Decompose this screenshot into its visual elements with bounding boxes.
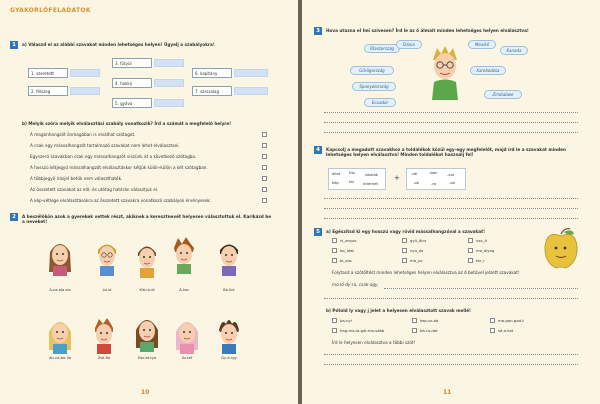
task3-instruction: Hova utazna el Imi szívesen? Írd le az ő álmait minden lehetséges helyen elválasztva!	[326, 28, 529, 33]
task-number-1: 1	[10, 41, 18, 49]
hyphen-word: kep-sz-ab	[420, 318, 439, 323]
answer-box[interactable]	[154, 79, 184, 87]
task-number-2: 2	[10, 213, 18, 221]
girl-portrait	[135, 314, 159, 352]
answer-box[interactable]	[154, 99, 184, 107]
kid-name[interactable]: Jul-ia	[102, 288, 112, 292]
rule-text: Egyszerű szavakban csak egy mássalhangzót viszünk át a következő szótagba.	[30, 154, 197, 159]
hyphen-word: bá-ra-dat	[420, 328, 438, 333]
answer-line[interactable]	[324, 198, 578, 199]
page-number: 11	[443, 389, 452, 396]
answer-box[interactable]	[70, 69, 100, 77]
hyphen-word: hag-ma-la-gál-ma-sább	[340, 328, 385, 333]
hyphen-word: ba-nyi	[340, 318, 352, 323]
answer-box[interactable]	[234, 69, 268, 77]
page-number: 10	[141, 389, 150, 396]
destination-cloud: Görögország	[350, 66, 394, 75]
answer-line[interactable]	[324, 112, 578, 113]
page-title: GYAKORLÓFELADATOK	[10, 7, 91, 14]
answer-line[interactable]	[384, 288, 578, 289]
answer-line[interactable]	[324, 298, 578, 299]
kid-name[interactable]: Gy-ö-rgy	[221, 356, 237, 360]
gap-word: gyü_ölcs	[410, 238, 427, 243]
answer-checkbox[interactable]	[412, 318, 417, 323]
kid-name[interactable]: Sz-tef	[181, 356, 193, 360]
suffix-item: -val	[447, 172, 454, 177]
suffix-item: -ok	[413, 180, 419, 185]
gap-word: nyú_ás	[410, 248, 424, 253]
word-box: 4. hokkij	[112, 78, 152, 88]
rule-text: A hosszú kétjegyű mássalhangzót elválasztáskor kétjük külön-külön a két szótagban.	[30, 165, 208, 170]
task-number-5: 5	[314, 228, 322, 236]
destination-cloud: Ecuador	[364, 98, 396, 107]
right-page	[302, 0, 600, 404]
destination-cloud: Kambodzsa	[470, 66, 506, 75]
rule-checkbox[interactable]	[262, 143, 267, 148]
suffix-panel	[406, 168, 466, 190]
answer-checkbox[interactable]	[332, 318, 337, 323]
word-box: 6. kapitány	[192, 68, 232, 78]
answer-checkbox[interactable]	[332, 258, 337, 263]
word-item: tűz	[349, 170, 355, 175]
answer-checkbox[interactable]	[402, 248, 407, 253]
answer-checkbox[interactable]	[468, 258, 473, 263]
hyphen-word: sé-a-kat	[498, 328, 514, 333]
word-box: 5. gyáva	[112, 98, 152, 108]
destination-cloud: Zimbabwe	[484, 90, 522, 99]
answer-checkbox[interactable]	[402, 238, 407, 243]
task1-b-instruction: b) Melyik szóra melyik elválasztási szabály vonatkozik? Írd a számát a megfelelő helyre!	[22, 121, 232, 126]
answer-checkbox[interactable]	[490, 318, 495, 323]
gap-word: mo_yo	[410, 258, 423, 263]
destination-cloud: Mexikó	[468, 40, 496, 49]
answer-line[interactable]	[324, 354, 578, 355]
girl-portrait	[175, 316, 199, 354]
rule-checkbox[interactable]	[262, 154, 267, 159]
destination-cloud: Dánia	[396, 40, 422, 49]
suffix-item: -ban	[429, 170, 438, 175]
rule-checkbox[interactable]	[262, 165, 267, 170]
suffix-item: -tól	[411, 171, 418, 176]
word-item: internet	[363, 181, 379, 186]
gap-word: vas_it	[476, 238, 487, 243]
rule-checkbox[interactable]	[262, 132, 267, 137]
kid-name[interactable]: Bá-lint	[223, 288, 235, 292]
task5-b-instruction: b) Pótold ly vagy j jelet a helyesen elválasztott szavak mellé!	[326, 308, 471, 313]
task5-b-followup: Írd le helyesen elválasztva a többi szót!	[332, 340, 416, 345]
word-item: kép	[332, 180, 339, 185]
word-box: 3. fütyül	[112, 58, 152, 68]
apple-illustration	[542, 226, 580, 270]
rule-text: A többjegyű írásjel betűk nem választhatók.	[30, 176, 123, 181]
kid-name[interactable]: Á-kos	[179, 288, 189, 292]
kid-name[interactable]: An-na-be-lla	[49, 356, 71, 360]
word-panel	[328, 168, 386, 190]
answer-checkbox[interactable]	[332, 238, 337, 243]
destination-cloud: Spanyolország	[352, 82, 396, 91]
answer-checkbox[interactable]	[412, 328, 417, 333]
answer-checkbox[interactable]	[402, 258, 407, 263]
boy-portrait	[135, 240, 159, 278]
plus-sign: +	[394, 174, 400, 182]
rule-checkbox[interactable]	[262, 198, 267, 203]
word-item: fal	[349, 179, 354, 184]
suffix-item: -on	[449, 180, 456, 185]
kid-name[interactable]: Dor-ot-tya	[137, 356, 157, 360]
boy-portrait	[92, 316, 116, 354]
boy-portrait	[217, 316, 241, 354]
girl-portrait	[48, 238, 72, 276]
task-number-3: 3	[314, 27, 322, 35]
hyphen-word: ma-gan-gad-t	[498, 318, 524, 323]
answer-checkbox[interactable]	[468, 248, 473, 253]
task-number-4: 4	[314, 146, 322, 154]
rule-text: A kép-vétlege elválasztásokra az összetett szavakra vonatkozó szabályok érvényesek.	[30, 198, 212, 203]
left-page	[0, 0, 298, 404]
answer-checkbox[interactable]	[468, 238, 473, 243]
answer-box[interactable]	[234, 87, 268, 95]
boy-glasses-portrait	[95, 238, 119, 276]
girl-portrait	[48, 316, 72, 354]
gap-word: mo_ályog	[476, 248, 495, 253]
rule-text: A csak egy mássalhangzót tartalmazó szavakat nem lehet elválasztani.	[30, 143, 180, 148]
task5-a-followup: Folytasd a szótöltést minden lehetséges helyen elválasztva az ő betűvel jelzett szavakat!	[332, 270, 520, 275]
rule-text: A magánhangzót önmagában is elválhat szótagot.	[30, 132, 136, 137]
word-box: 7. sárszalag	[192, 86, 232, 96]
example-text: mo-ló-dy-ra, csak-agy,	[332, 282, 379, 287]
gap-word: bo_ldat	[340, 248, 354, 253]
rule-checkbox[interactable]	[262, 187, 267, 192]
answer-checkbox[interactable]	[490, 328, 495, 333]
word-box: 2. félszeg	[28, 86, 68, 96]
kid-name[interactable]: A-na-sta-sia	[49, 288, 71, 292]
word-item: iskolák	[365, 172, 378, 177]
answer-line[interactable]	[324, 364, 578, 365]
boy-portrait	[217, 238, 241, 276]
kid-name[interactable]: Klá-ra-di	[139, 288, 155, 292]
word-box: 1. szeretett	[28, 68, 68, 78]
task5-a-instruction: a) Egészítsd ki egy hosszú vagy rövid mássalhangzóval a szavakat!	[326, 229, 486, 234]
answer-checkbox[interactable]	[332, 248, 337, 253]
boy-portrait	[172, 236, 196, 274]
answer-line[interactable]	[324, 122, 578, 123]
answer-line[interactable]	[324, 132, 578, 133]
task4-instruction: Kapcsolj a megadott szavakhoz a toldalékok közül egy-egy megfelelőt, majd írd le a szavakat minden lehetséges helyen elválasztva! Minden toldalékot használj fel!	[326, 147, 566, 157]
task2-instruction: A beszélőkön azok a gyerekek vettek részt, akiknek a keresztnevét helyesen választottuk el. Karikázd be a neveket!	[22, 214, 272, 224]
answer-checkbox[interactable]	[332, 328, 337, 333]
gap-word: ter_r	[476, 258, 485, 263]
boy-with-glasses-illustration	[428, 44, 462, 100]
destination-cloud: Olaszország	[364, 44, 400, 53]
task1-a-instruction: a) Válaszd el az alábbi szavakat minden lehetséges helyen! Ügyelj a szabályokra!	[22, 42, 215, 47]
rule-text: Az összetett szavakat az elő- és utótag határán választjuk el.	[30, 187, 159, 192]
answer-box[interactable]	[154, 59, 184, 67]
rule-checkbox[interactable]	[262, 176, 267, 181]
gap-word: vi_anyos	[340, 238, 357, 243]
gap-word: bi_zos	[340, 258, 352, 263]
word-item: állat	[332, 171, 341, 176]
suffix-item: -ra	[431, 181, 437, 186]
kid-name[interactable]: Zsó-fia	[97, 356, 111, 360]
destination-cloud: Kanada	[500, 46, 528, 55]
answer-box[interactable]	[70, 87, 100, 95]
answer-line[interactable]	[324, 218, 578, 219]
answer-line[interactable]	[324, 208, 578, 209]
